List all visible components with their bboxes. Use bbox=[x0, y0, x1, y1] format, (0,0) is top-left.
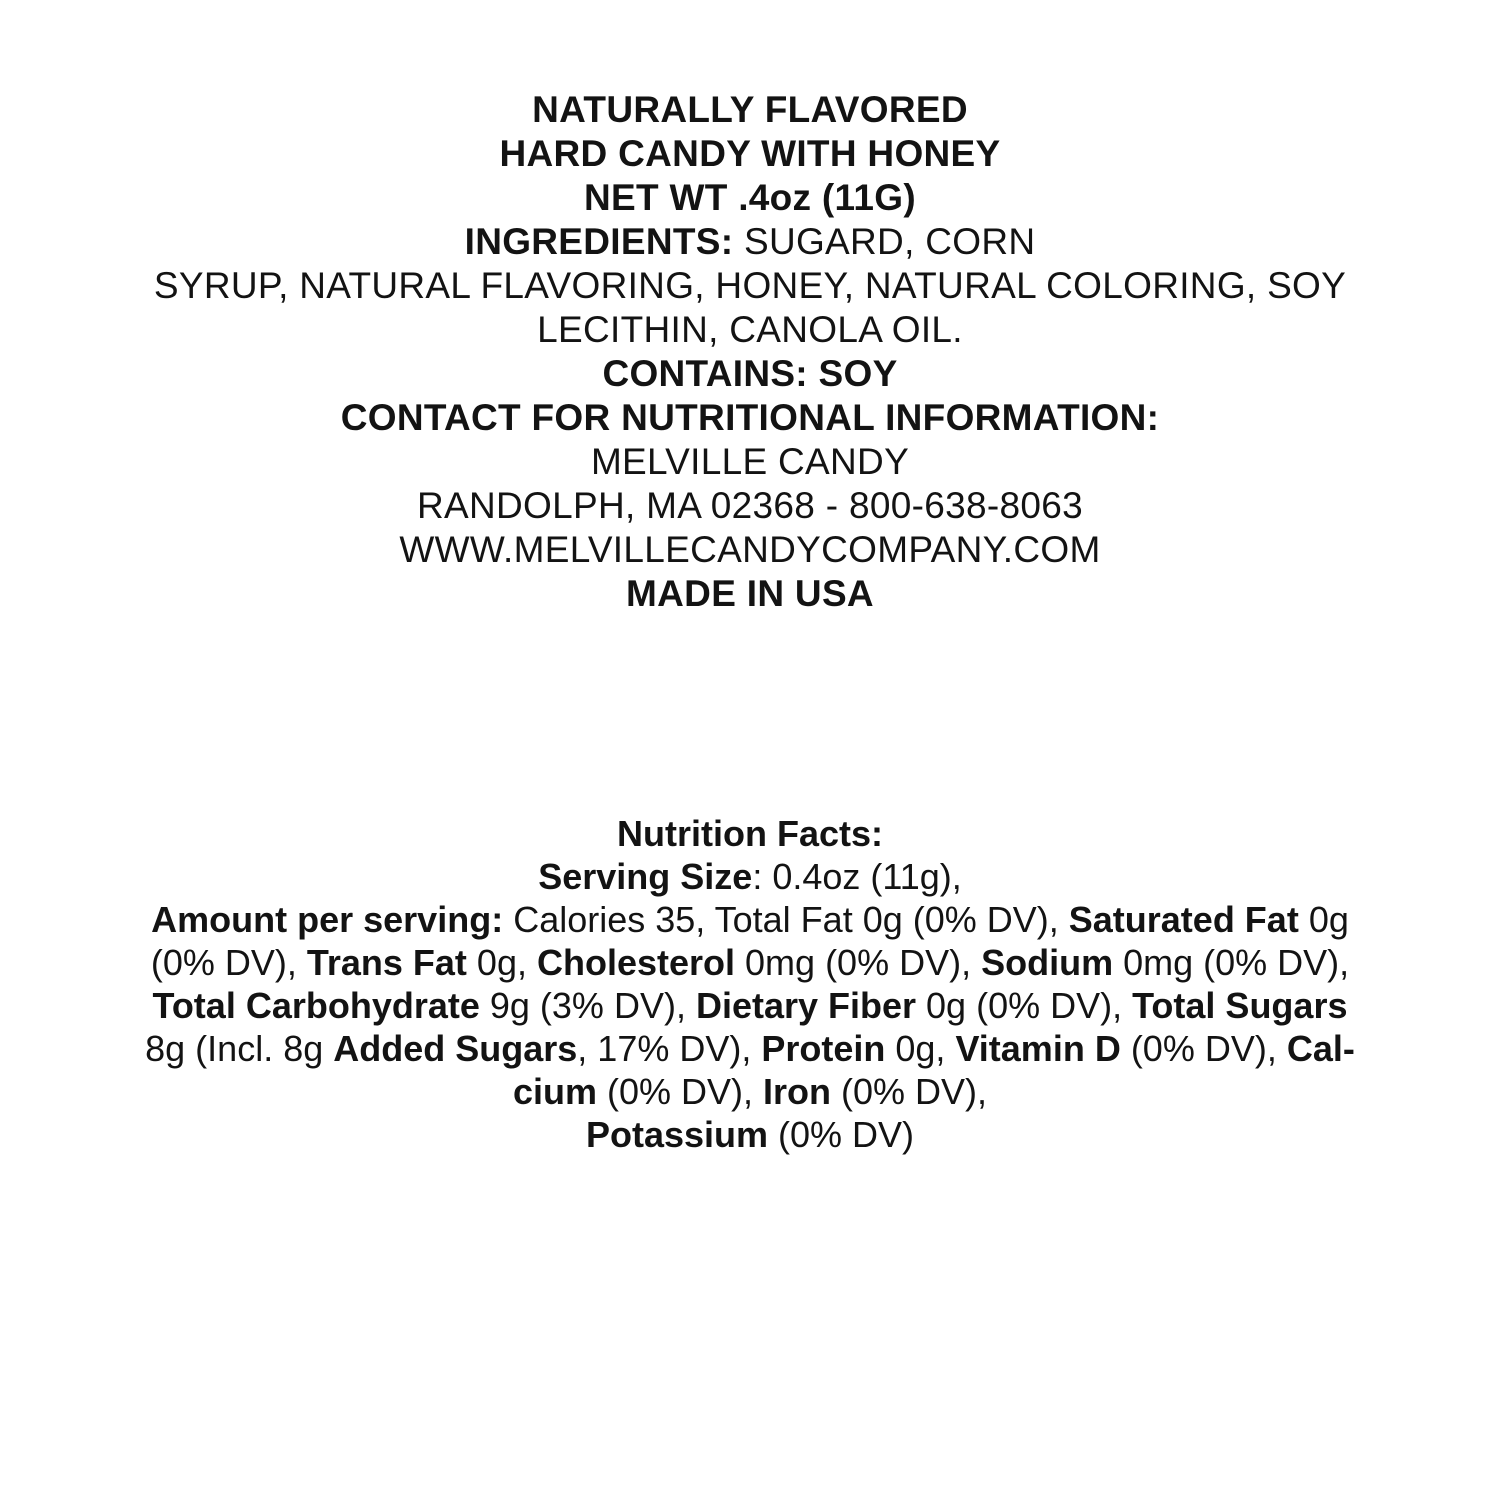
bold-text-segment: Cholesterol bbox=[536, 942, 736, 983]
allergen-contains-line bbox=[0, 352, 1500, 396]
text-segment: WWW.MELVILLECANDYCOMPANY.COM bbox=[399, 529, 1101, 570]
bold-text-segment: Protein bbox=[761, 1028, 886, 1069]
text-segment: , 17% DV), bbox=[577, 1028, 762, 1069]
bold-text-segment: Nutrition Facts: bbox=[617, 813, 883, 854]
bold-text-segment: Dietary Fiber bbox=[695, 985, 917, 1026]
bold-text-segment: Amount per serving: bbox=[151, 899, 504, 940]
text-segment: 0g, bbox=[466, 942, 537, 983]
text-segment: SYRUP, NATURAL FLAVORING, HONEY, NATURAL COLORING, SOY bbox=[153, 265, 1347, 306]
bold-text-segment: INGREDIENTS: bbox=[464, 221, 734, 262]
text-segment: (0% DV), bbox=[596, 1071, 764, 1112]
bold-text-segment: Saturated Fat bbox=[1068, 899, 1299, 940]
text-segment: (0% DV), bbox=[831, 1071, 988, 1112]
text-segment: MELVILLE CANDY bbox=[590, 441, 910, 482]
nutrition-line-3 bbox=[0, 984, 1500, 1027]
bold-text-segment: Vitamin D bbox=[955, 1028, 1121, 1069]
ingredients-start-line bbox=[0, 220, 1500, 264]
bold-text-segment: Trans Fat bbox=[306, 942, 467, 983]
bold-text-segment: Sodium bbox=[981, 942, 1114, 983]
nutrition-line-5 bbox=[0, 1070, 1500, 1113]
bold-text-segment: Total Sugars bbox=[1132, 985, 1348, 1026]
bold-text-segment: Iron bbox=[763, 1071, 832, 1112]
text-segment: (0% DV) bbox=[768, 1114, 915, 1155]
text-segment: SUGARD, CORN bbox=[733, 221, 1036, 262]
text-segment: (0% DV), bbox=[150, 942, 307, 983]
text-segment: (0% DV), bbox=[1120, 1028, 1287, 1069]
text-segment: : 0.4oz (11g), bbox=[752, 856, 962, 897]
nutrition-line-4 bbox=[0, 1027, 1500, 1070]
bold-text-segment: NET WT .4oz (11G) bbox=[584, 177, 916, 218]
text-segment: 0mg (0% DV), bbox=[1113, 942, 1350, 983]
text-segment: 0g bbox=[1298, 899, 1349, 940]
nutrition-line-1 bbox=[0, 898, 1500, 941]
bold-text-segment: cium bbox=[512, 1071, 597, 1112]
net-weight-line bbox=[0, 176, 1500, 220]
company-website-line bbox=[0, 528, 1500, 572]
company-name-line bbox=[0, 440, 1500, 484]
company-address-line bbox=[0, 484, 1500, 528]
text-segment: 9g (3% DV), bbox=[479, 985, 696, 1026]
text-segment: RANDOLPH, MA 02368 - 800-638-8063 bbox=[417, 485, 1083, 526]
bold-text-segment: Cal- bbox=[1286, 1028, 1355, 1069]
contact-heading-line bbox=[0, 396, 1500, 440]
text-segment: 0g, bbox=[885, 1028, 956, 1069]
made-in-usa-line bbox=[0, 572, 1500, 616]
bold-text-segment: CONTAINS: SOY bbox=[602, 353, 898, 394]
text-segment: LECITHIN, CANOLA OIL. bbox=[537, 309, 963, 350]
nutrition-facts-heading bbox=[0, 812, 1500, 855]
text-segment: 0mg (0% DV), bbox=[735, 942, 982, 983]
ingredients-end-line bbox=[0, 308, 1500, 352]
bold-text-segment: Total Carbohydrate bbox=[152, 985, 480, 1026]
bold-text-segment: Serving Size bbox=[538, 856, 753, 897]
nutrition-line-2 bbox=[0, 941, 1500, 984]
bold-text-segment: NATURALLY FLAVORED bbox=[532, 89, 968, 130]
bold-text-segment: HARD CANDY WITH HONEY bbox=[499, 133, 1001, 174]
text-segment: 8g (Incl. 8g bbox=[145, 1028, 334, 1069]
text-segment: 0g (0% DV), bbox=[916, 985, 1133, 1026]
ingredients-continued-line bbox=[0, 264, 1500, 308]
naturally-flavored-line bbox=[0, 88, 1500, 132]
bold-text-segment: CONTACT FOR NUTRITIONAL INFORMATION: bbox=[340, 397, 1160, 438]
potassium-line bbox=[0, 1113, 1500, 1156]
label-info-block bbox=[0, 88, 1500, 616]
bold-text-segment: Added Sugars bbox=[333, 1028, 578, 1069]
text-segment: Calories 35, Total Fat 0g (0% DV), bbox=[503, 899, 1069, 940]
nutrition-facts-block bbox=[0, 812, 1500, 1156]
bold-text-segment: MADE IN USA bbox=[626, 573, 874, 614]
product-name-line bbox=[0, 132, 1500, 176]
bold-text-segment: Potassium bbox=[585, 1114, 769, 1155]
serving-size-line bbox=[0, 855, 1500, 898]
